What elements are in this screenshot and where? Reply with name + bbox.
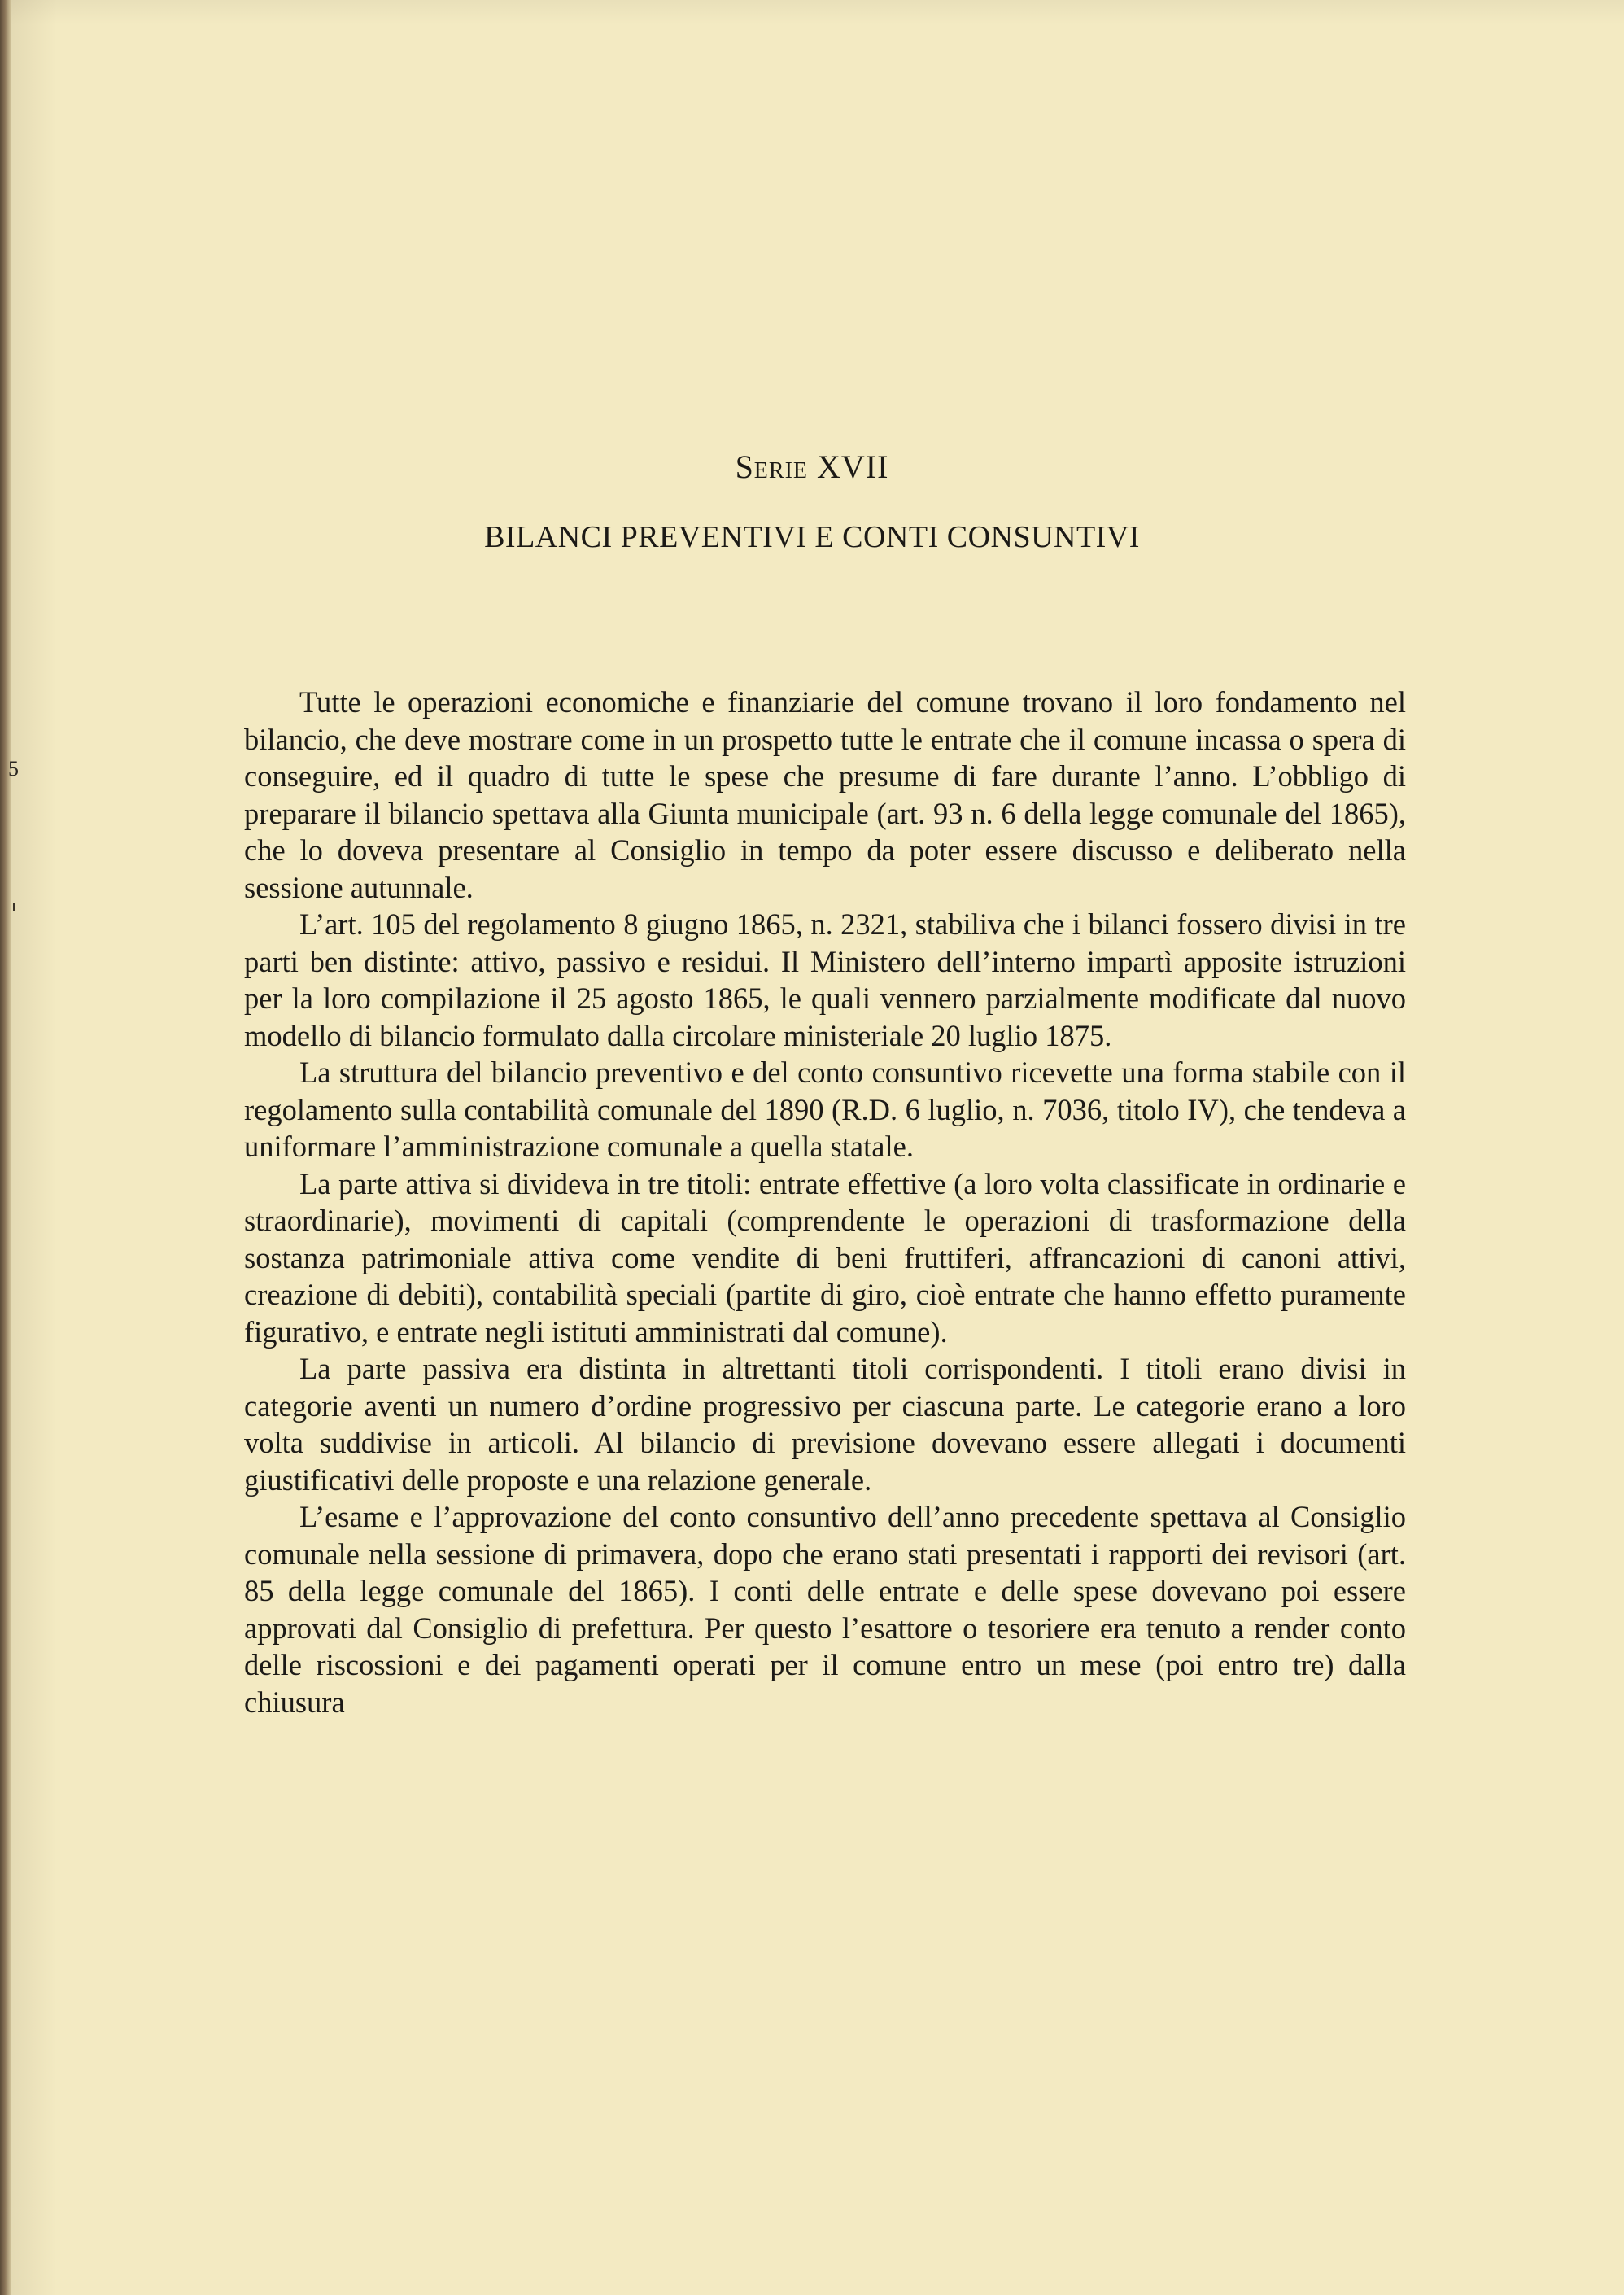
- paragraph: La parte attiva si divideva in tre titoli: entrate effettive (a loro volta classificate in ordinarie e straordinarie), movimenti di capitali (comprendente le operazioni di trasformazione della sostanza patrimoniale attiva come vendite di beni fruttiferi, affrancazioni di canoni attivi, creazione di debiti), contabilità speciali (partite di giro, cioè entrate che hanno effetto puramente figurativo, e entrate negli istituti amministrati dal comune).: [244, 1166, 1406, 1349]
- paragraph: L’esame e l’approvazione del conto consuntivo dell’anno precedente spettava al Consiglio comunale nella sessione di primavera, dopo che erano stati presentati i rapporti dei revisori (art. 85 della legge comunale del 1865). I conti delle entrate e delle spese dovevano poi essere approvati dal Consiglio di prefettura. Per questo l’esattore o tesoriere era tenuto a render conto delle riscossioni e dei pagamenti operati per il comune entro un mese (poi entro tre) dalla chiusura: [244, 1500, 1406, 1719]
- margin-number: 5: [8, 757, 19, 780]
- margin-tick-mark: [13, 903, 20, 911]
- page-title: BILANCI PREVENTIVI E CONTI CONSUNTIVI: [484, 520, 1140, 554]
- paragraph: La parte passiva era distinta in altrettanti titoli corrispondenti. I titoli erano divisi in categorie aventi un numero d’ordine progressivo per ciascuna parte. Le categorie erano a loro volta suddivise in articoli. Al bilancio di previsione dovevano essere allegati i documenti giustificativi delle proposte e una relazione generale.: [244, 1352, 1406, 1497]
- paragraph: Tutte le operazioni economiche e finanziarie del comune trovano il loro fondamento nel bilancio, che deve mostrare come in un prospetto tutte le entrate che il comune incassa o spera di conseguire, ed il quadro di tutte le spese che presume di fare durante l’anno. L’obbligo di preparare il bilancio spettava alla Giunta municipale (art. 93 n. 6 della legge comunale del 1865), che lo doveva presentare al Consiglio in tempo da poter essere discusso e deliberato nella sessione autunnale.: [244, 685, 1406, 904]
- series-label: Serie: [735, 448, 809, 485]
- series-number: XVII: [817, 448, 889, 485]
- page-binding-edge: [0, 0, 11, 2295]
- paragraph: La struttura del bilancio preventivo e del conto consuntivo ricevette una forma stabile con il regolamento sulla contabilità comunale del 1890 (R.D. 6 luglio, n. 7036, titolo IV), che tendeva a uniformare l’amministrazione comunale a quella statale.: [244, 1056, 1406, 1163]
- series-heading: [0, 448, 1624, 486]
- paragraph: L’art. 105 del regolamento 8 giugno 1865, n. 2321, stabiliva che i bilanci fossero divisi in tre parti ben distinte: attivo, passivo e residui. Il Ministero dell’interno impartì apposite istruzioni per la loro compilazione il 25 agosto 1865, le quali vennero parzialmente modificate dal nuovo modello di bilancio formulato dalla circolare ministeriale 20 luglio 1875.: [244, 907, 1406, 1052]
- body-text: [244, 684, 1406, 1720]
